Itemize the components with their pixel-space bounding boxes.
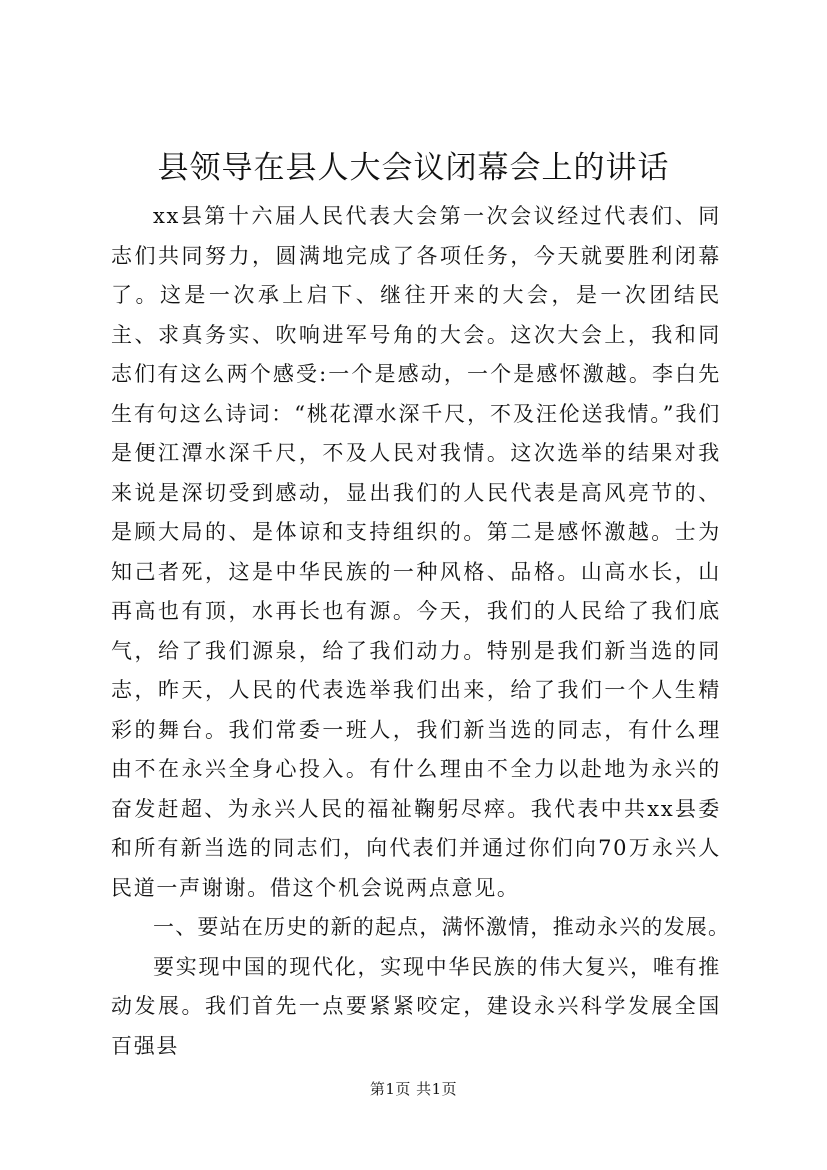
- page-footer: 第1页 共1页: [369, 1080, 458, 1098]
- document-title: 县领导在县人大会议闭幕会上的讲话: [157, 150, 670, 186]
- body-paragraph-2: 要实现中国的现代化，实现中华民族的伟大复兴，唯有推动发展。我们首先一点要紧紧咬定，建设永兴科学发展全国百强县: [111, 954, 721, 1058]
- document-body: [111, 197, 731, 1066]
- section-heading-1: 一、要站在历史的新的起点，满怀激情，推动永兴的发展。: [153, 915, 731, 939]
- body-paragraph-1: xx县第十六届人民代表大会第一次会议经过代表们、同志们共同努力，圆满地完成了各项任务，今天就要胜利闭幕了。这是一次承上启下、继往开来的大会，是一次团结民主、求真务实、吹响进军号角的大会。这次大会上，我和同志们有这么两个感受:一个是感动，一个是感怀激越。李白先生有句这么诗词：“桃花潭水深千尺，不及汪伦送我情。”我们是便江潭水深千尺，不及人民对我情。这次选举的结果对我来说是深切受到感动，显出我们的人民代表是高风亮节的、是顾大局的、是体谅和支持组织的。第二是感怀激越。士为知己者死，这是中华民族的一种风格、品格。山高水长，山再高也有顶，水再长也有源。今天，我们的人民给了我们底气，给了我们源泉，给了我们动力。特别是我们新当选的同志，昨天，人民的代表选举我们出来，给了我们一个人生精彩的舞台。我们常委一班人，我们新当选的同志，有什么理由不在永兴全身心投入。有什么理由不全力以赴地为永兴的奋发赶超、为永兴人民的福祉鞠躬尽瘁。我代表中共xx县委和所有新当选的同志们，向代表们并通过你们向70万永兴人民道一声谢谢。借这个机会说两点意见。: [111, 204, 721, 900]
